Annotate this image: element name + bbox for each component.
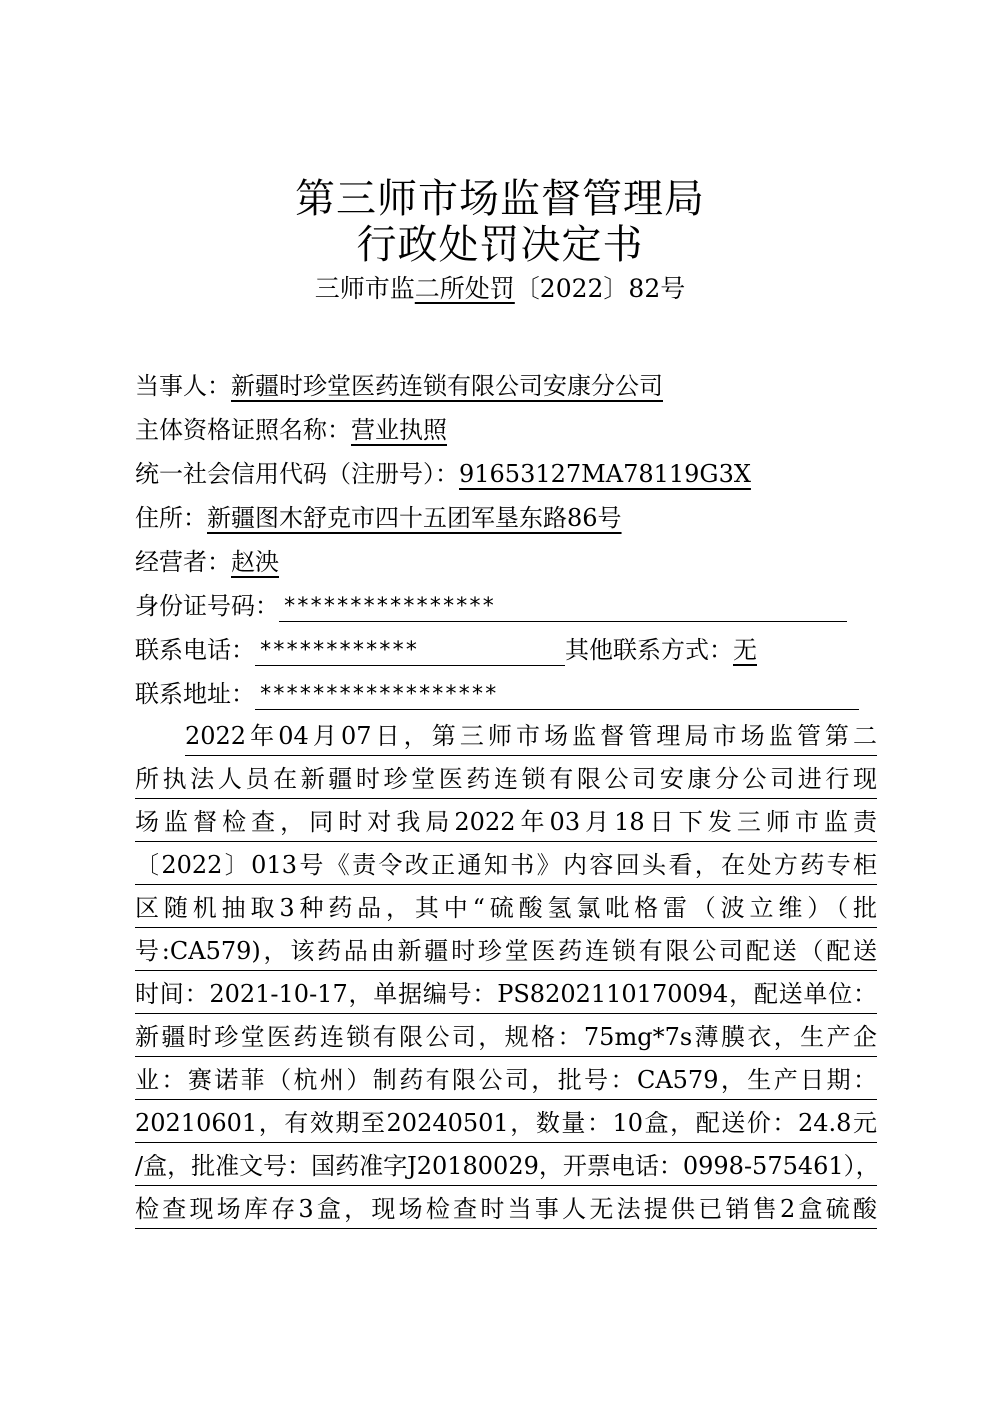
credit-code-field (135, 458, 751, 490)
contact-address-field (135, 678, 859, 710)
body-line: 新疆时珍堂医药连锁有限公司，规格：75mg*7s薄膜衣，生产企 (135, 1021, 877, 1057)
body-line: 20210601，有效期至20240501，数量：10盒，配送价：24.8元 (135, 1107, 877, 1143)
document-number (0, 272, 1000, 306)
party-field (135, 370, 663, 402)
doc-number-prefix: 三师市监 (314, 274, 415, 303)
body-line: 区随机抽取3种药品，其中“硫酸氢氯吡格雷（波立维）（批 (135, 892, 877, 928)
doc-number-underlined: 二所处罚 (414, 274, 515, 303)
document-title-line1: 第三师市场监督管理局 (295, 176, 705, 222)
party-label: 当事人： (135, 372, 231, 400)
license-label: 主体资格证照名称： (135, 416, 351, 444)
operator-field (135, 546, 279, 578)
phone-field (135, 634, 757, 666)
contact-address-label: 联系地址： (135, 680, 255, 708)
operator-label: 经营者： (135, 548, 231, 576)
body-line: 时间：2021-10-17，单据编号：PS8202110170094，配送单位： (135, 978, 877, 1014)
phone-value: ************ (255, 636, 565, 666)
credit-code-value: 91653127MA78119G3X (459, 460, 751, 488)
license-value: 营业执照 (351, 416, 447, 444)
doc-number-suffix: 〔2022〕82号 (514, 274, 686, 303)
body-line: /盒，批准文号：国药准字J20180029，开票电话：0998-575461）， (135, 1150, 877, 1186)
credit-code-label: 统一社会信用代码（注册号）： (135, 460, 459, 488)
address-label: 住所： (135, 504, 207, 532)
id-number-field (135, 590, 847, 622)
address-value: 新疆图木舒克市四十五团军垦东路86号 (207, 504, 622, 532)
other-contact-value: 无 (733, 636, 757, 664)
license-field (135, 414, 447, 446)
other-contact-label: 其他联系方式： (565, 636, 733, 664)
body-line: 场监督检查，同时对我局2022年03月18日下发三师市监责 (135, 806, 877, 842)
address-field (135, 502, 622, 534)
body-line: 2022年04月07日，第三师市场监督管理局市场监管第二 (185, 720, 877, 756)
body-line: 号:CA579)，该药品由新疆时珍堂医药连锁有限公司配送（配送 (135, 935, 877, 971)
body-line: 所执法人员在新疆时珍堂医药连锁有限公司安康分公司进行现 (135, 763, 877, 799)
operator-value: 赵泱 (231, 548, 279, 576)
body-line: 检查现场库存3盒，现场检查时当事人无法提供已销售2盒硫酸 (135, 1193, 877, 1229)
party-value: 新疆时珍堂医药连锁有限公司安康分公司 (231, 372, 663, 400)
body-line: 〔2022〕013号《责令改正通知书》内容回头看，在处方药专柜 (135, 849, 877, 885)
phone-label: 联系电话： (135, 636, 255, 664)
id-number-value: **************** (279, 592, 847, 622)
contact-address-value: ****************** (255, 680, 859, 710)
document-title-line2: 行政处罚决定书 (356, 222, 644, 268)
body-line: 业：赛诺菲（杭州）制药有限公司，批号：CA579，生产日期： (135, 1064, 877, 1100)
id-number-label: 身份证号码： (135, 592, 279, 620)
